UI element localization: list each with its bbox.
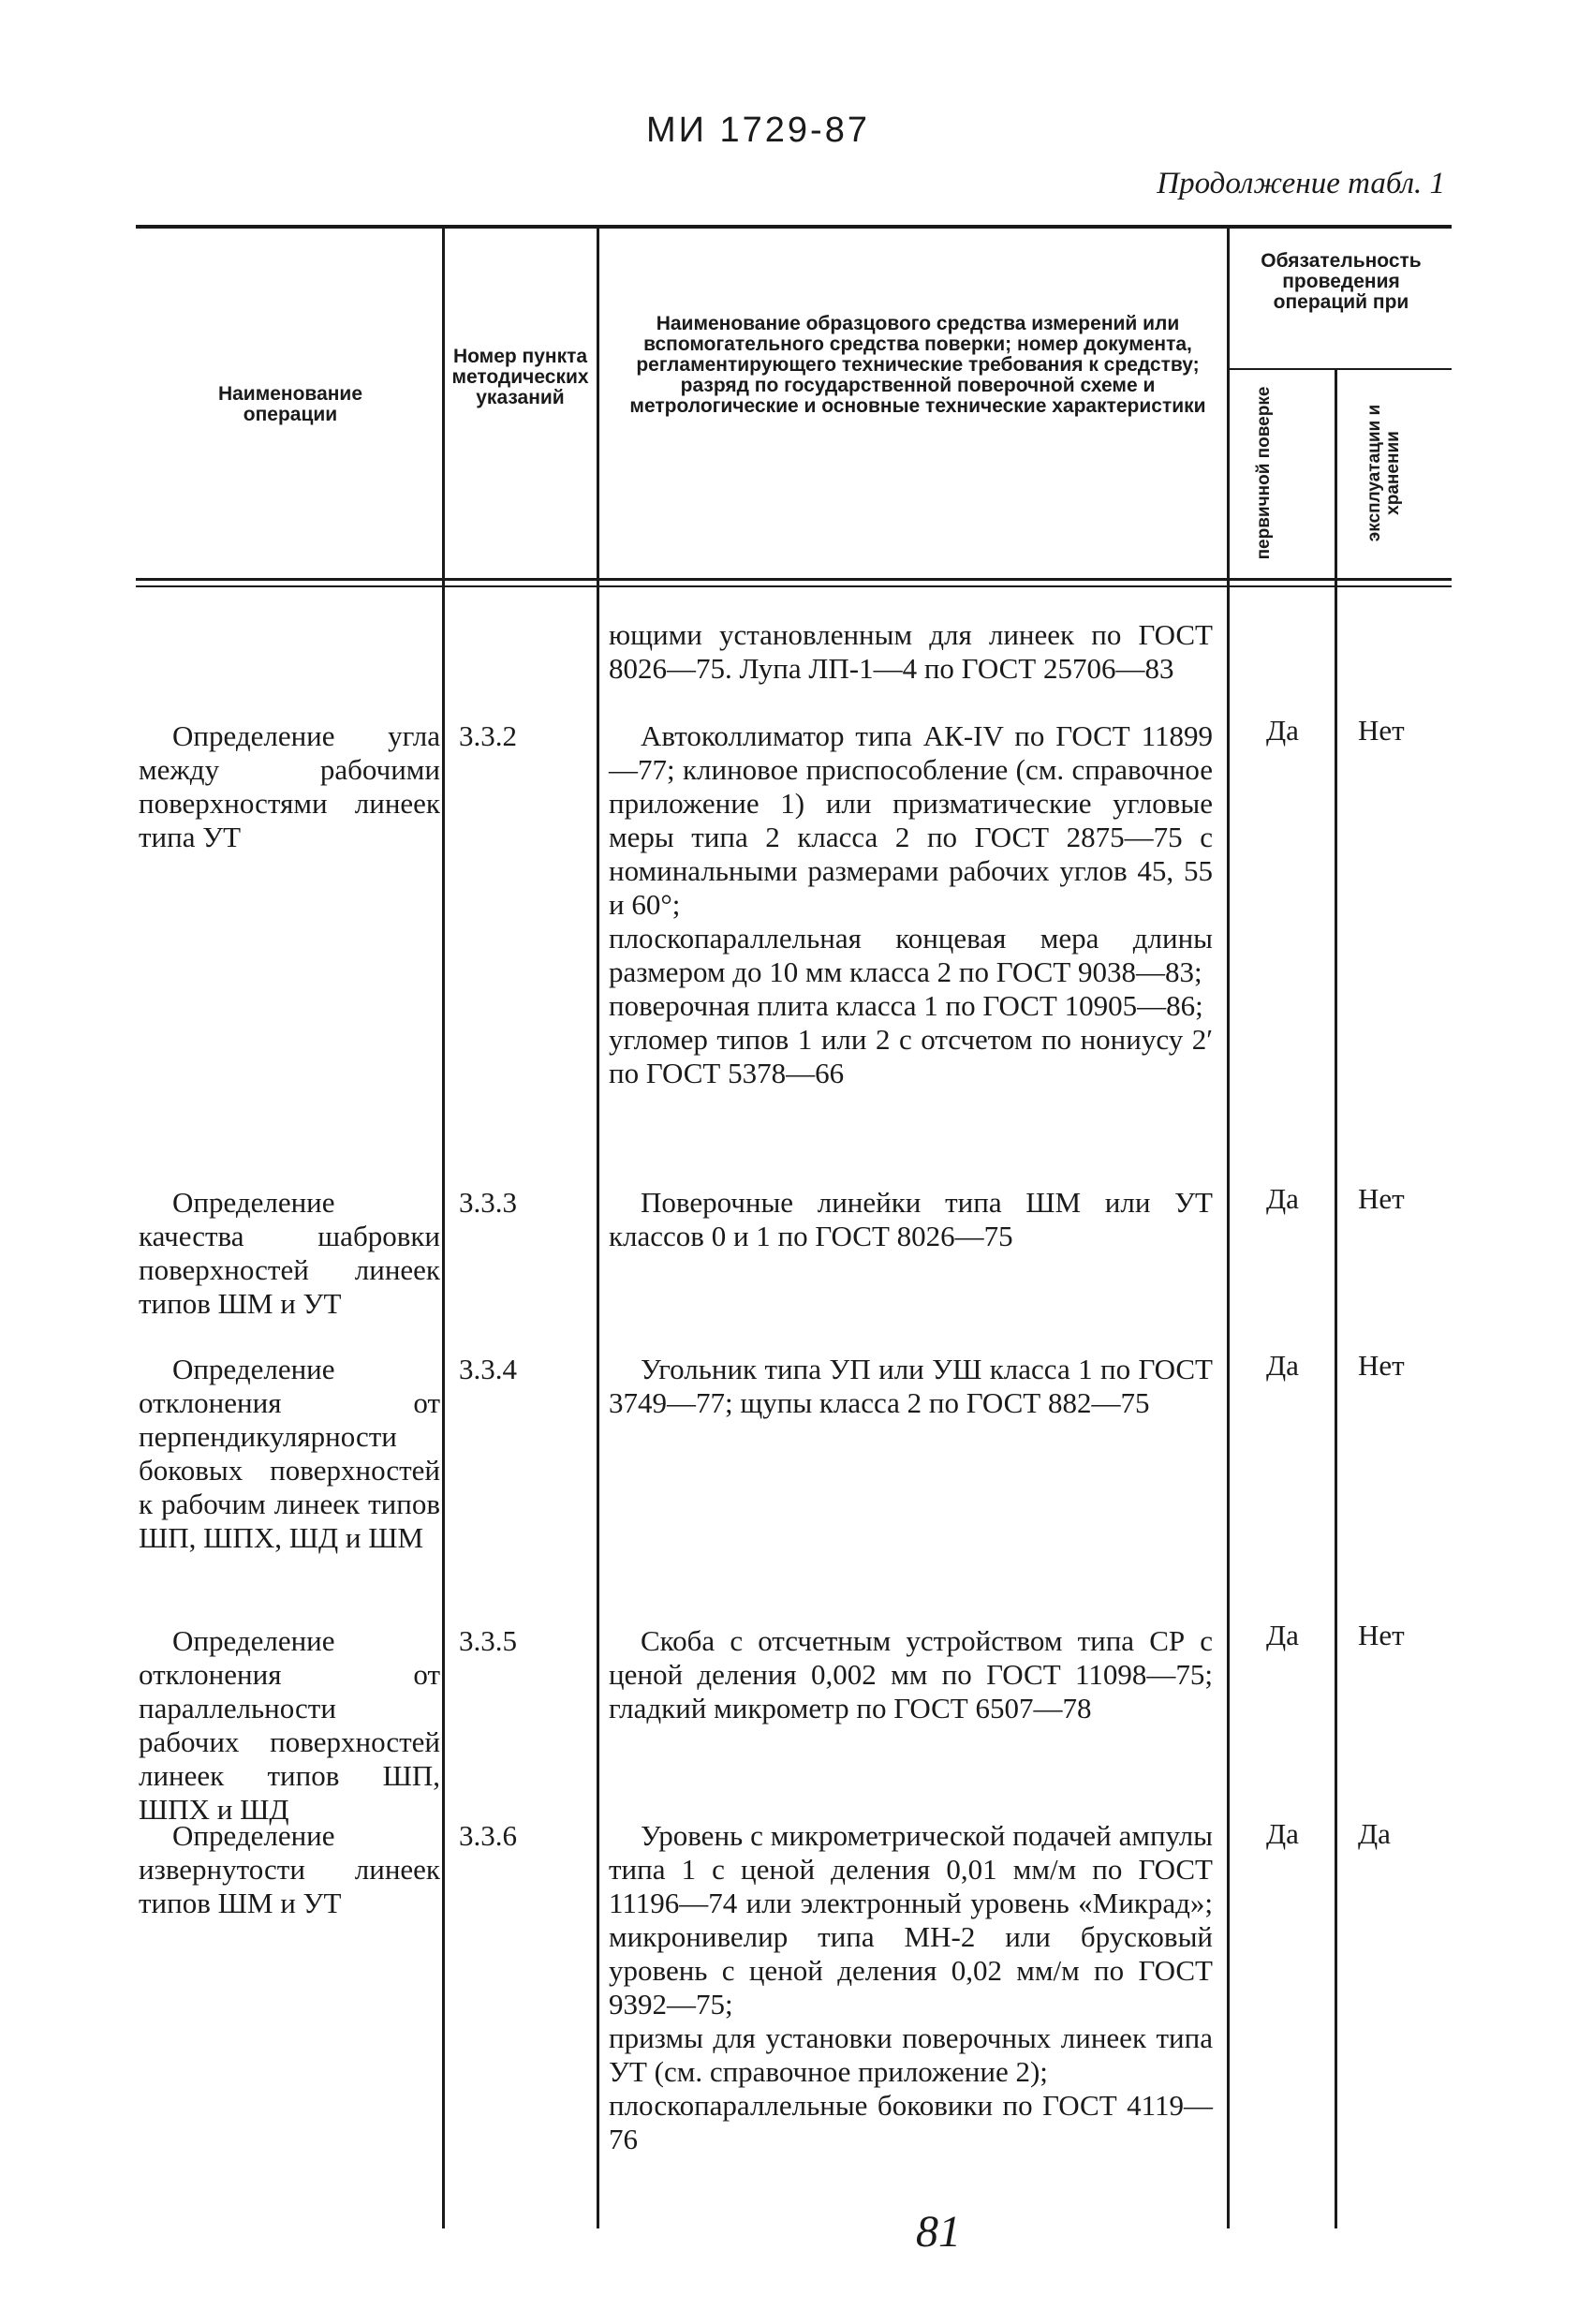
primary-cell: Да: [1266, 714, 1299, 747]
header-bottom-rule-2: [136, 585, 1452, 587]
clause-cell: 3.3.5: [459, 1624, 517, 1657]
header-mandatory: Обязательность проведения операций при: [1261, 250, 1422, 313]
operation-cell: Определение отклонения от перпендикулярности боковых поверхностей к рабочим линеек типов ШП, ШПХ, ШД и ШМ: [139, 1353, 440, 1554]
operation-cell: Определение отклонения от параллельности рабочих поверхностей линеек типов ШП, ШПХ и ШД: [139, 1624, 440, 1826]
operation-cell: Определение качества шабровки поверхностей линеек типов ШМ и УТ: [139, 1186, 440, 1320]
device-cell-continued: [609, 618, 1213, 686]
device-line: плоскопараллельная концевая мера длины размером до 10 мм класса 2 по ГОСТ 9038—83;: [609, 922, 1213, 988]
device-line: угломер типов 1 или 2 с отсчетом по нониусу 2′ по ГОСТ 5378—66: [609, 1023, 1213, 1089]
device-cell: [609, 719, 1213, 1090]
clause-cell: 3.3.6: [459, 1819, 517, 1852]
primary-cell: Да: [1266, 1349, 1299, 1382]
operation-cell: Определение угла между рабочими поверхностями линеек типа УТ: [139, 719, 440, 853]
clause-cell: 3.3.4: [459, 1353, 517, 1385]
device-line: Угольник типа УП или УШ класса 1 по ГОСТ 3749—77; щупы класса 2 по ГОСТ 882—75: [609, 1353, 1213, 1419]
device-line: Уровень с микрометрической подачей ампулы типа 1 с ценой деления 0,01 мм/м по ГОСТ 11196—74 или электронный уровень «Микрад»; микронивелир типа МН-2 или брусковый уровень с ценой деления 0,02 мм/м по ГОСТ 9392—75;: [609, 1819, 1213, 2021]
col-divider-1: [442, 229, 445, 2228]
doc-code: МИ 1729-87: [646, 111, 870, 150]
device-line: призмы для установки поверочных линеек типа УТ (см. справочное приложение 2);: [609, 2021, 1213, 2088]
device-cell: [609, 1819, 1213, 2156]
col-divider-3: [1227, 229, 1230, 2228]
device-cell: [609, 1186, 1213, 1253]
header-clause: Номер пункта методических указаний: [451, 346, 589, 408]
page-number: 81: [916, 2207, 961, 2257]
device-line: Поверочные линейки типа ШМ или УТ классов 0 и 1 по ГОСТ 8026—75: [609, 1186, 1213, 1252]
table-caption: Продолжение табл. 1: [1157, 167, 1445, 200]
operation-cell: Определение извернутости линеек типов ШМ и УТ: [139, 1819, 440, 1919]
primary-cell: Да: [1266, 1182, 1299, 1215]
primary-cell: Да: [1266, 1619, 1299, 1651]
device-line: Скоба с отсчетным устройством типа СР с ценой деления 0,002 мм по ГОСТ 11098—75; гладкий микрометр по ГОСТ 6507—78: [609, 1624, 1213, 1724]
operational-cell: Нет: [1358, 1619, 1405, 1651]
operational-cell: Нет: [1358, 714, 1405, 747]
header-primary: первичной поверке: [1254, 386, 1274, 560]
header-operational: эксплуатации и хранении: [1364, 404, 1403, 542]
device-line: поверочная плита класса 1 по ГОСТ 10905—86;: [609, 989, 1203, 1022]
mandatory-divider-rule: [1229, 368, 1452, 370]
clause-cell: 3.3.3: [459, 1186, 517, 1219]
operational-cell: Да: [1358, 1817, 1391, 1850]
device-line: ющими установленным для линеек по ГОСТ 8026—75. Лупа ЛП-1—4 по ГОСТ 25706—83: [609, 618, 1213, 685]
header-device: Наименование образцового средства измерений или вспомогательного средства поверки; номер документа, регламентирующего технические требования к средству; разряд по государственной поверочной схеме и метрологические и основные технические характеристики: [629, 313, 1206, 417]
col-divider-2: [597, 229, 599, 2228]
operational-cell: Нет: [1358, 1182, 1405, 1215]
device-line: Автоколлиматор типа АК-IV по ГОСТ 11899—77; клиновое приспособление (см. справочное приложение 1) или призматические угловые меры типа 2 класса 2 по ГОСТ 2875—75 с номинальными размерами рабочих углов 45, 55 и 60°;: [609, 719, 1213, 921]
col-divider-4: [1335, 370, 1337, 2228]
device-line: плоскопараллельные боковики по ГОСТ 4119—76: [609, 2089, 1213, 2155]
header-bottom-rule: [136, 578, 1452, 581]
primary-cell: Да: [1266, 1817, 1299, 1850]
clause-cell: 3.3.2: [459, 719, 517, 752]
table-top-rule: [136, 225, 1452, 229]
header-operation: Наименование операции: [217, 383, 363, 425]
device-cell: [609, 1624, 1213, 1725]
operational-cell: Нет: [1358, 1349, 1405, 1382]
device-cell: [609, 1353, 1213, 1420]
